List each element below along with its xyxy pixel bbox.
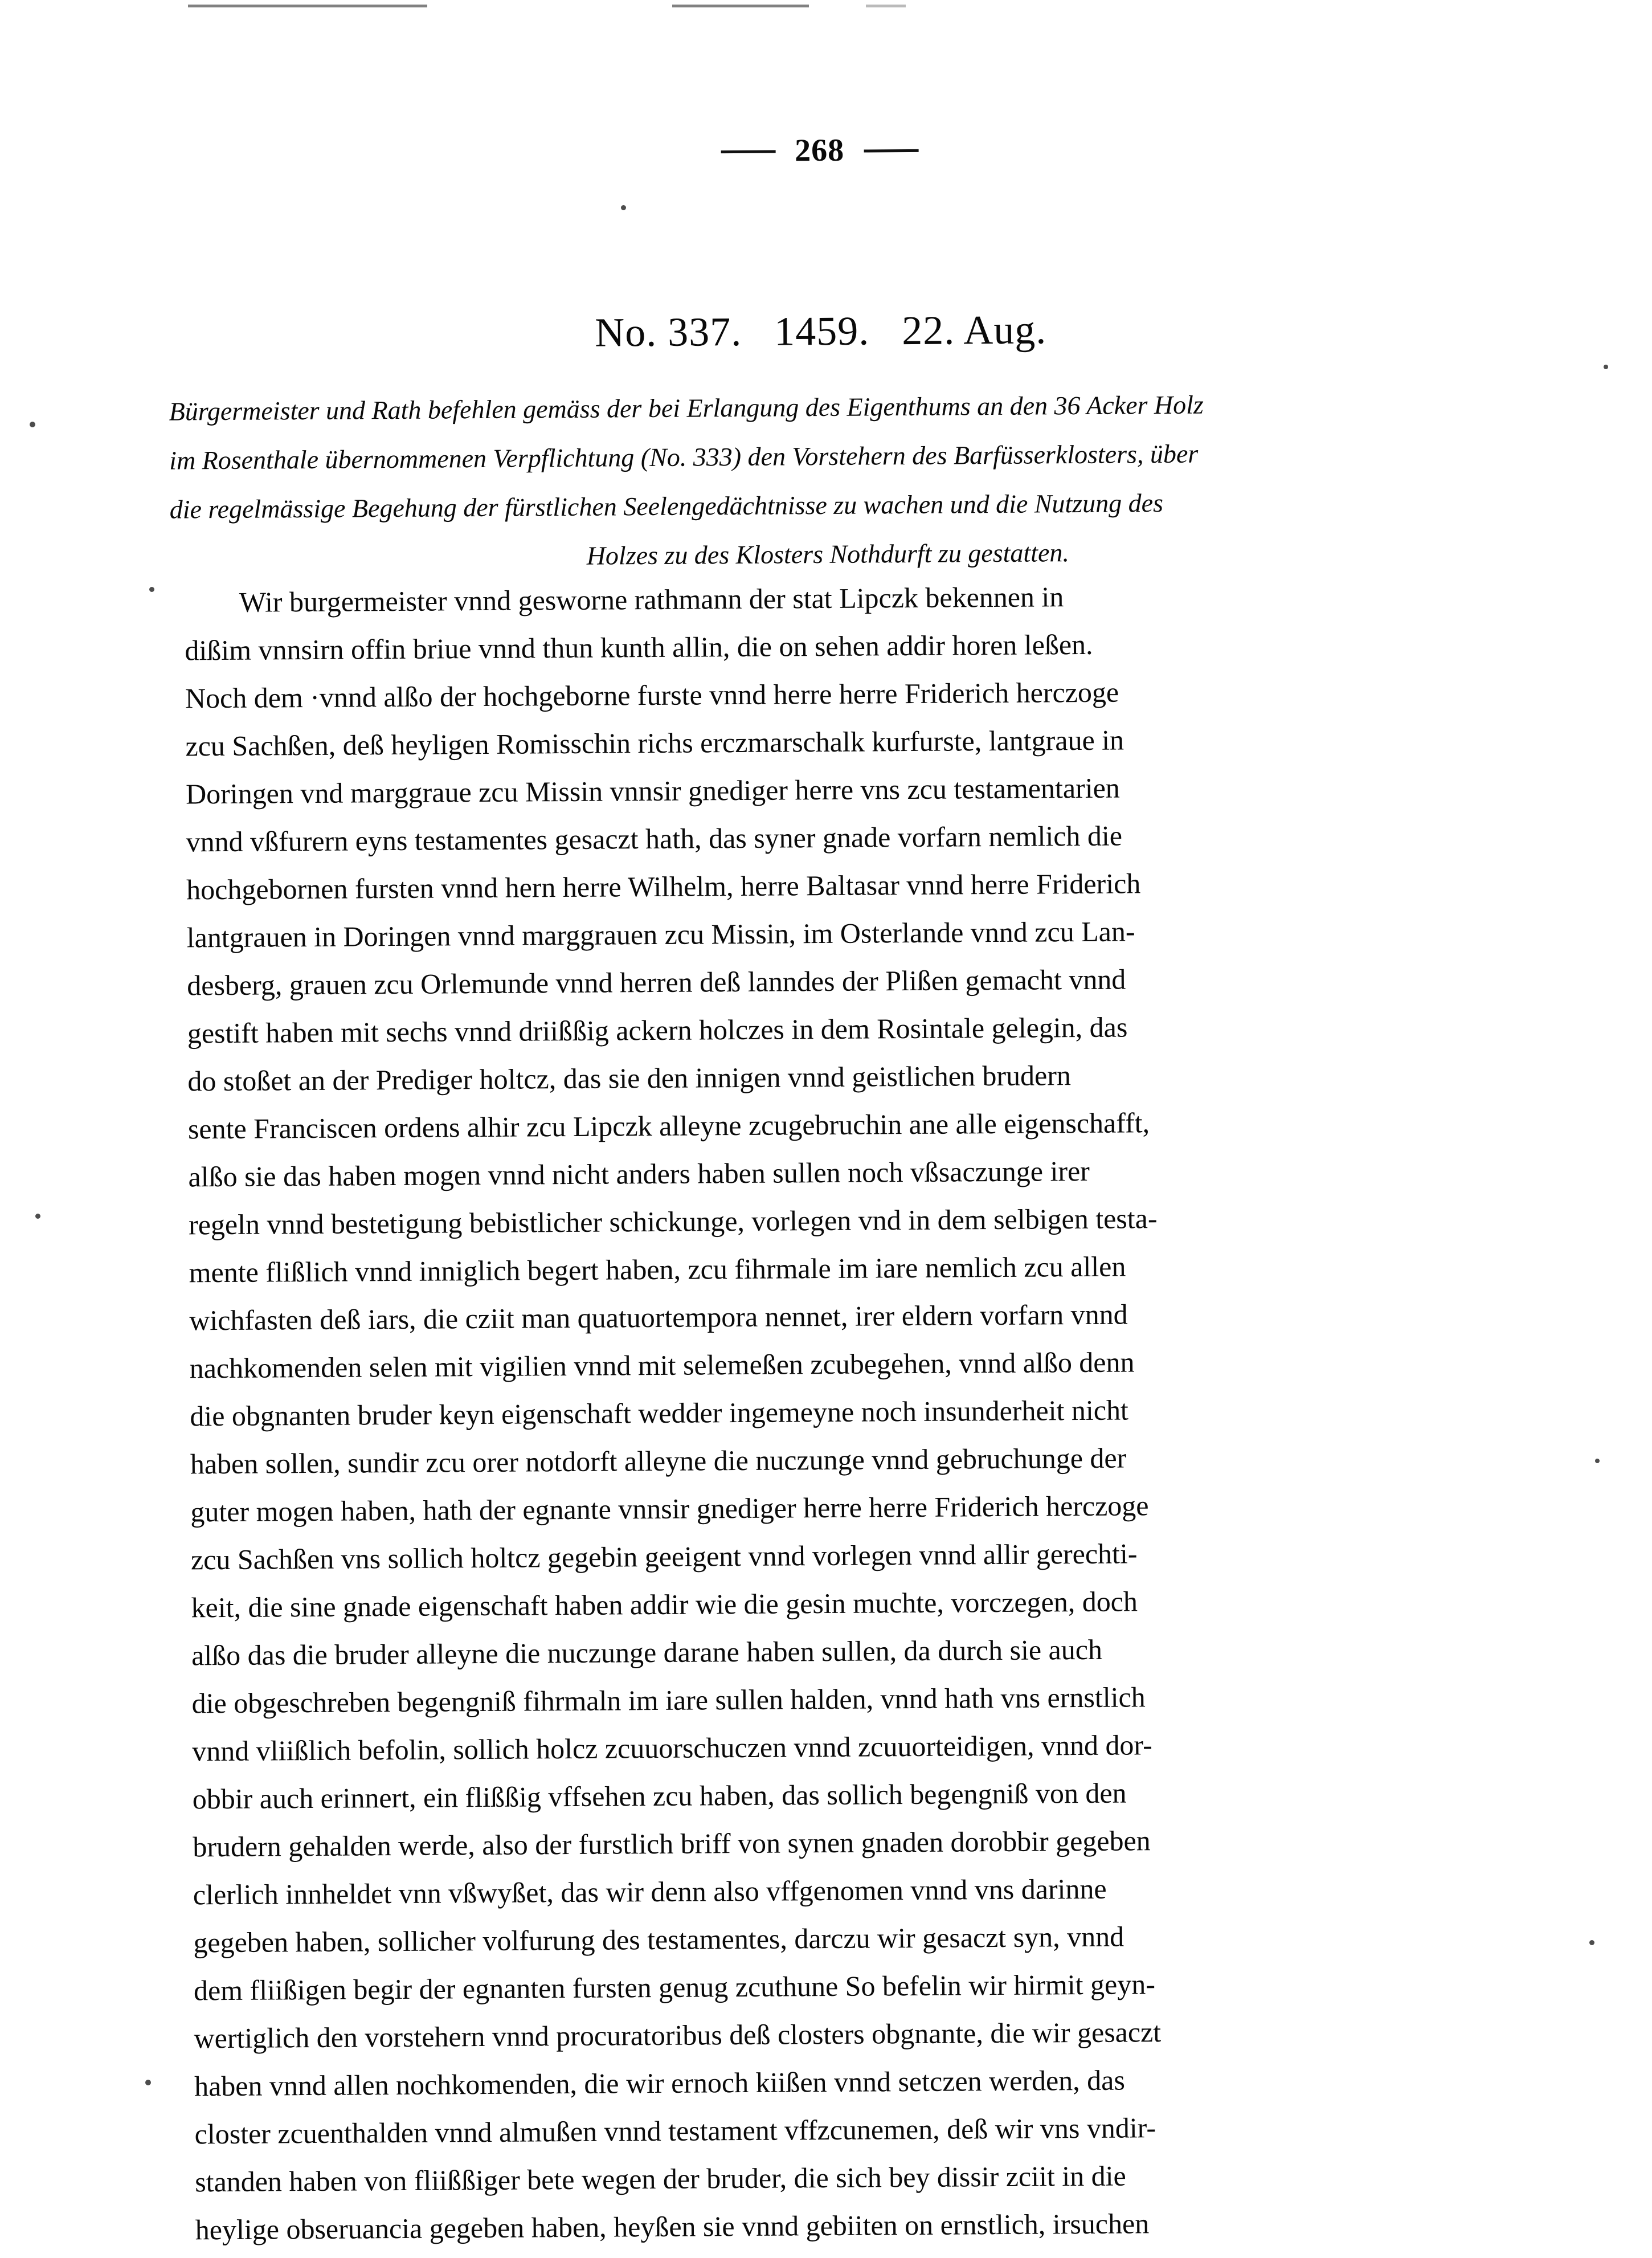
body-line: alßo sie das haben mogen vnnd nicht anders haben sullen noch vßsaczunge irer bbox=[188, 1154, 1090, 1193]
body-line: nachkomenden selen mit vigilien vnnd mit selemeßen zcubegehen, vnnd alßo denn bbox=[189, 1346, 1135, 1385]
body-line: obbir auch erinnert, ein flißßig vffsehen zcu haben, das sollich begengniß von den bbox=[192, 1777, 1127, 1815]
body-line: dem fliißigen begir der egnanten fursten genug zcuthune So befelin wir hirmit geyn- bbox=[193, 1968, 1156, 2007]
regest-line: im Rosenthale übernommenen Verpflichtung (No. 333) den Vorstehern des Barfüsserklosters, über bbox=[169, 439, 1199, 475]
body-line: Doringen vnd marggraue zcu Missin vnnsir gnediger herre vns zcu testamentarien bbox=[185, 771, 1120, 810]
body-line: hochgebornen fursten vnnd hern herre Wilhelm, herre Baltasar vnnd herre Friderich bbox=[186, 867, 1141, 906]
regest-line: Bürgermeister und Rath befehlen gemäss der bei Erlangung des Eigenthums an den 36 Acker Holz bbox=[169, 390, 1204, 426]
body-line: regeln vnnd bestetigung bebistlicher schickunge, vorlegen vnd in dem selbigen testa- bbox=[188, 1202, 1158, 1241]
body-line: die obgnanten bruder keyn eigenschaft wedder ingemeyne noch insunderheit nicht bbox=[190, 1394, 1129, 1432]
body-line: do stoßet an der Prediger holtcz, das sie den innigen vnnd geistlichen brudern bbox=[187, 1059, 1072, 1097]
body-line: guter mogen haben, hath der egnante vnnsir gnediger herre herre Friderich herczoge bbox=[190, 1489, 1149, 1528]
body-line: dißim vnnsirn offin briue vnnd thun kunth allin, die on sehen addir horen leßen. bbox=[185, 628, 1093, 667]
body-line: wichfasten deß iars, die cziit man quatuortempora nennet, irer eldern vorfarn vnnd bbox=[189, 1298, 1128, 1337]
body-line: vnnd vliißlich befolin, sollich holcz zcuuorschuczen vnnd zcuuorteidigen, vnnd dor- bbox=[192, 1729, 1152, 1767]
header-rule-left bbox=[721, 150, 775, 153]
body-line: gegeben haben, sollicher volfurung des testamentes, darczu wir gesaczt syn, vnnd bbox=[193, 1920, 1124, 1959]
body-line: lantgrauen in Doringen vnnd marggrauen zcu Missin, im Osterlande vnnd zcu Lan- bbox=[186, 915, 1135, 954]
body-line: haben vnnd allen nochkomenden, die wir ernoch kiißen vnnd setczen werden, das bbox=[194, 2064, 1125, 2102]
regest-line: Holzes zu des Klosters Nothdurft zu gestatten. bbox=[586, 538, 1070, 570]
body-line: brudern gehalden werde, also der furstlich briff von synen gnaden dorobbir gegeben bbox=[193, 1824, 1151, 1863]
body-line: vnnd vßfurern eyns testamentes gesaczt hath, das syner gnade vorfarn nemlich die bbox=[186, 819, 1123, 858]
body-line: zcu Sachßen, deß heyligen Romisschin richs erczmarschalk kurfurste, lantgraue in bbox=[185, 724, 1124, 762]
header-rule-right bbox=[864, 149, 918, 153]
body-line: clerlich innheldet vnn vßwyßet, das wir denn also vffgenomen vnnd vns darinne bbox=[193, 1872, 1107, 1911]
body-line: keit, die sine gnade eigenschaft haben addir wie die gesin muchte, vorczegen, doch bbox=[191, 1585, 1138, 1624]
charter-transcription bbox=[185, 570, 1480, 2253]
body-line: closter zcuenthalden vnnd almußen vnnd testament vffzcunemen, deß wir vns vndir- bbox=[194, 2112, 1156, 2150]
body-line: Noch dem ·vnnd alßo der hochgeborne furste vnnd herre herre Friderich herczoge bbox=[185, 676, 1119, 714]
body-line: wertiglich den vorstehern vnnd procuratoribus deß closters obgnante, die wir gesaczt bbox=[194, 2016, 1162, 2055]
body-line: zcu Sachßen vns sollich holtcz gegebin geeigent vnnd vorlegen vnnd allir gerechti- bbox=[190, 1537, 1138, 1576]
body-line: mente flißlich vnnd inniglich begert haben, zcu fihrmale im iare nemlich zcu allen bbox=[189, 1250, 1126, 1289]
body-line: heylige obseruancia gegeben haben, heyßen sie vnnd gebiiten on ernstlich, irsuchen bbox=[195, 2207, 1150, 2246]
body-line: gestift haben mit sechs vnnd driißßig ackern holczes in dem Rosintale gelegin, das bbox=[187, 1011, 1128, 1050]
body-line: alßo das die bruder alleyne die nuczunge darane haben sullen, da durch sie auch bbox=[191, 1633, 1103, 1672]
body-line: Wir burgermeister vnnd gesworne rathmann der stat Lipczk bekennen in bbox=[239, 581, 1064, 618]
body-line: desberg, grauen zcu Orlemunde vnnd herren deß lanndes der Plißen gemacht vnnd bbox=[187, 963, 1126, 1002]
body-line: standen haben von fliißßiger bete wegen der bruder, die sich bey dissir zciit in die bbox=[195, 2159, 1126, 2198]
body-line: haben sollen, sundir zcu orer notdorft alleyne die nuczunge vnnd gebruchunge der bbox=[190, 1442, 1127, 1480]
page-header bbox=[0, 126, 1646, 174]
body-line: sente Franciscen ordens alhir zcu Lipczk alleyne zcugebruchin ane alle eigenschafft, bbox=[187, 1106, 1150, 1145]
page-number: 268 bbox=[794, 132, 845, 169]
document-heading: No. 337. 1459. 22. Aug. bbox=[594, 307, 1047, 356]
regest-abstract bbox=[169, 378, 1486, 583]
regest-line: die regelmässige Begehung der fürstlichen Seelengedächtnisse zu wachen und die Nutzung des bbox=[169, 488, 1164, 524]
body-line: die obgeschreben begengniß fihrmaln im iare sullen halden, vnnd hath vns ernstlich bbox=[191, 1681, 1146, 1720]
